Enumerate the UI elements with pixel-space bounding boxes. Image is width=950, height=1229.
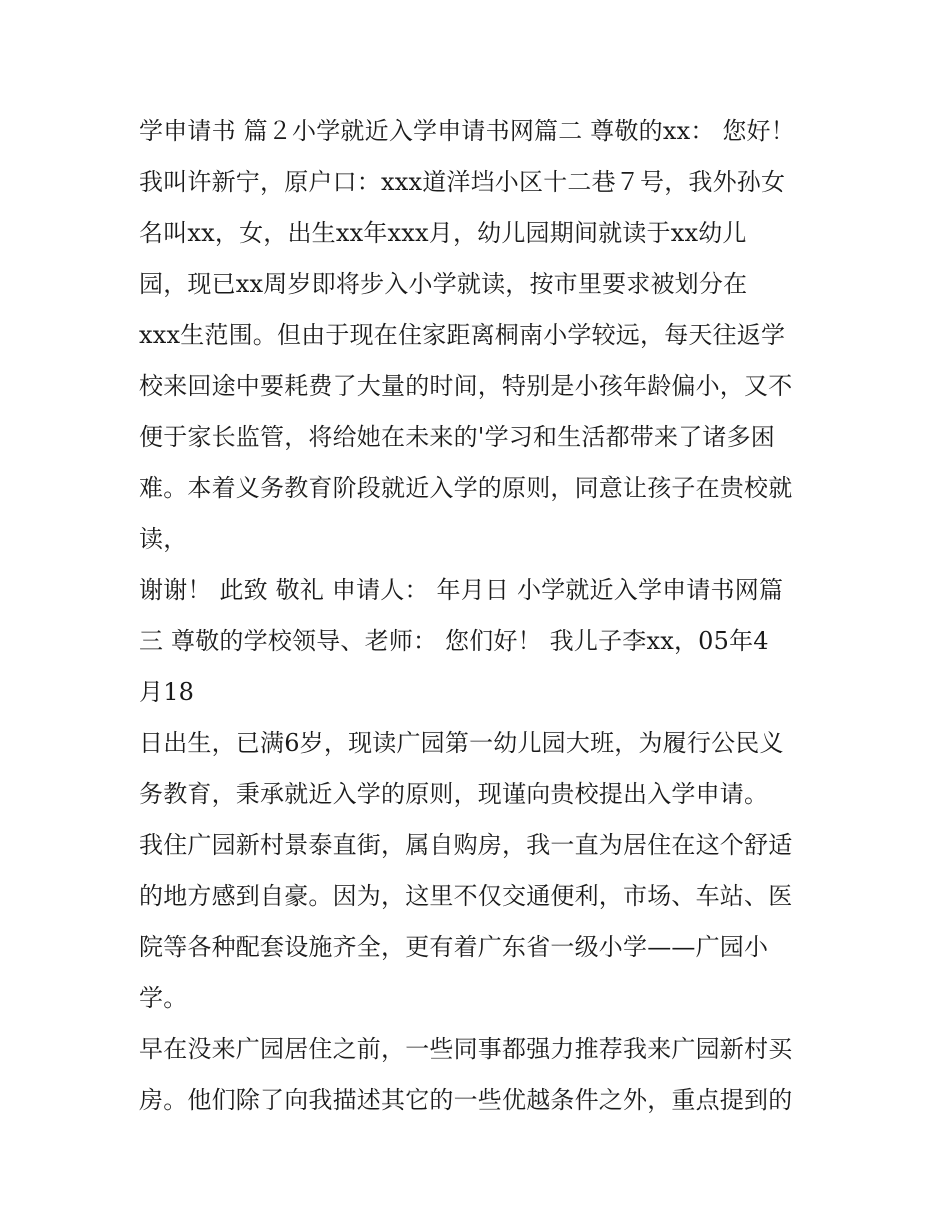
text-line: 的地方感到自豪。因为，这里不仅交通便利，市场、车站、医 [139,882,793,910]
text-line: 院等各种配套设施齐全，更有着广东省一级小学——广园小 [139,933,769,961]
text-line: 月18 [139,678,195,706]
text-line: 园，现已xx周岁即将步入小学就读，按市里要求被划分在 [139,270,748,298]
text-line: 我叫许新宁，原户口：xxx道洋垱小区十二巷７号，我外孙女 [139,168,786,196]
text-line: 读， [139,525,188,553]
document-body [139,106,819,1126]
text-line: 校来回途中要耗费了大量的时间，特别是小孩年龄偏小，又不 [139,372,793,400]
text-line: 难。本着义务教育阶段就近入学的原则，同意让孩子在贵校就 [139,474,793,502]
text-line: 学申请书 篇２小学就近入学申请书网篇二 尊敬的xx： 您好！ [139,117,795,145]
text-line: 名叫xx，女，出生xx年xxx月，幼儿园期间就读于xx幼儿 [139,219,747,247]
text-line: 便于家长监管，将给她在未来的'学习和生活都带来了诸多困 [139,423,775,451]
text-line: 我住广园新村景泰直街，属自购房，我一直为居住在这个舒适 [139,831,793,859]
text-line: 日出生，已满6岁，现读广园第一幼儿园大班，为履行公民义 [139,729,784,757]
text-line: 三 尊敬的学校领导、老师： 您们好！ 我儿子李xx，05年4 [139,627,769,655]
text-line: 谢谢！ 此致 敬礼 申请人： 年月日 小学就近入学申请书网篇 [139,576,784,604]
text-line: 早在没来广园居住之前，一些同事都强力推荐我来广园新村买 [139,1035,793,1063]
text-line: 学。 [139,984,188,1012]
text-line: xxx生范围。但由于现在住家距离桐南小学较远，每天往返学 [139,321,786,349]
text-line: 房。他们除了向我描述其它的一些优越条件之外，重点提到的 [139,1086,793,1114]
text-line: 务教育，秉承就近入学的原则，现谨向贵校提出入学申请。 [139,780,769,808]
